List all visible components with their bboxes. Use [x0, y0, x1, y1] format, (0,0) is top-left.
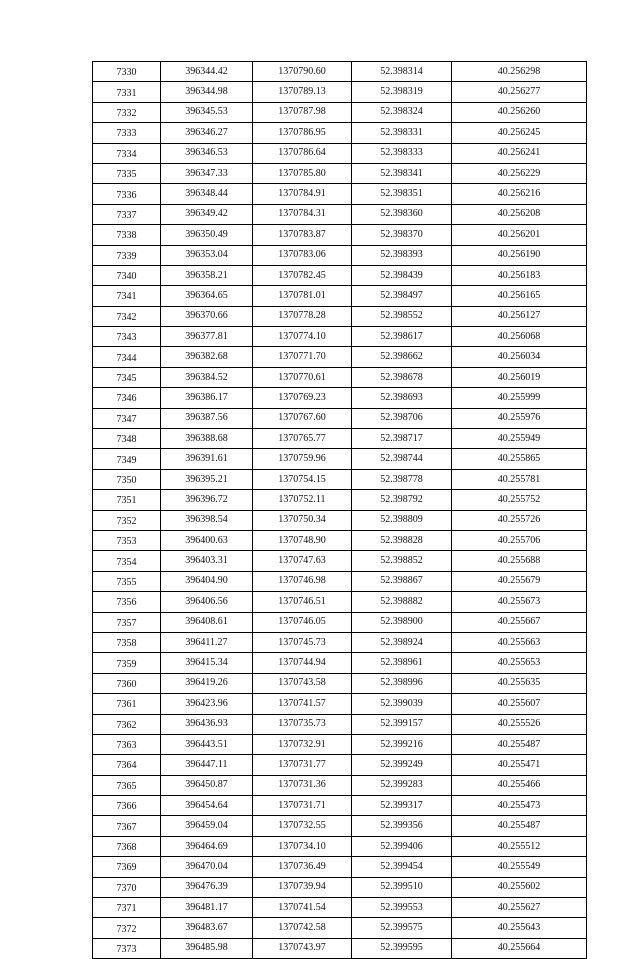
point-number-cell: 7356: [93, 592, 161, 612]
table-row: [93, 286, 587, 306]
table-row: [93, 62, 587, 82]
latitude-cell: 52.399575: [352, 918, 452, 938]
table-row: [93, 225, 587, 245]
point-number-cell: 7350: [93, 469, 161, 489]
x-coordinate-cell: 396347.33: [161, 163, 253, 183]
longitude-cell: 40.255949: [452, 429, 587, 449]
latitude-cell: 52.398961: [352, 653, 452, 673]
table-row: [93, 143, 587, 163]
latitude-cell: 52.398393: [352, 245, 452, 265]
longitude-cell: 40.255473: [452, 796, 587, 816]
longitude-cell: 40.256229: [452, 163, 587, 183]
longitude-cell: 40.256068: [452, 327, 587, 347]
point-number-cell: 7367: [93, 816, 161, 836]
x-coordinate-cell: 396403.31: [161, 551, 253, 571]
longitude-cell: 40.256190: [452, 245, 587, 265]
latitude-cell: 52.399406: [352, 836, 452, 856]
table-row: [93, 918, 587, 938]
x-coordinate-cell: 396415.34: [161, 653, 253, 673]
y-coordinate-cell: 1370731.36: [253, 775, 352, 795]
point-number-cell: 7341: [93, 286, 161, 306]
y-coordinate-cell: 1370781.01: [253, 286, 352, 306]
point-number-cell: 7334: [93, 143, 161, 163]
point-number-cell: 7357: [93, 612, 161, 632]
table-row: [93, 592, 587, 612]
point-number-cell: 7369: [93, 857, 161, 877]
longitude-cell: 40.255487: [452, 816, 587, 836]
table-row: [93, 857, 587, 877]
latitude-cell: 52.399510: [352, 877, 452, 897]
table-row: [93, 653, 587, 673]
longitude-cell: 40.256034: [452, 347, 587, 367]
table-row: [93, 877, 587, 897]
table-row: [93, 694, 587, 714]
longitude-cell: 40.256298: [452, 62, 587, 82]
longitude-cell: 40.255512: [452, 836, 587, 856]
latitude-cell: 52.399039: [352, 694, 452, 714]
y-coordinate-cell: 1370746.51: [253, 592, 352, 612]
point-number-cell: 7342: [93, 306, 161, 326]
y-coordinate-cell: 1370789.13: [253, 82, 352, 102]
table-row: [93, 408, 587, 428]
x-coordinate-cell: 396358.21: [161, 265, 253, 285]
longitude-cell: 40.256216: [452, 184, 587, 204]
table-row: [93, 612, 587, 632]
x-coordinate-cell: 396464.69: [161, 836, 253, 856]
y-coordinate-cell: 1370774.10: [253, 327, 352, 347]
y-coordinate-cell: 1370743.58: [253, 673, 352, 693]
table-row: [93, 327, 587, 347]
table-row: [93, 510, 587, 530]
table-row: [93, 775, 587, 795]
longitude-cell: 40.256019: [452, 367, 587, 387]
latitude-cell: 52.399157: [352, 714, 452, 734]
longitude-cell: 40.255607: [452, 694, 587, 714]
latitude-cell: 52.399553: [352, 898, 452, 918]
latitude-cell: 52.398744: [352, 449, 452, 469]
y-coordinate-cell: 1370782.45: [253, 265, 352, 285]
coordinates-table-body: [93, 62, 587, 959]
longitude-cell: 40.255549: [452, 857, 587, 877]
longitude-cell: 40.255688: [452, 551, 587, 571]
x-coordinate-cell: 396481.17: [161, 898, 253, 918]
y-coordinate-cell: 1370785.80: [253, 163, 352, 183]
longitude-cell: 40.256277: [452, 82, 587, 102]
table-row: [93, 388, 587, 408]
table-row: [93, 367, 587, 387]
y-coordinate-cell: 1370731.71: [253, 796, 352, 816]
longitude-cell: 40.255667: [452, 612, 587, 632]
longitude-cell: 40.255663: [452, 632, 587, 652]
x-coordinate-cell: 396447.11: [161, 755, 253, 775]
y-coordinate-cell: 1370783.06: [253, 245, 352, 265]
latitude-cell: 52.398324: [352, 102, 452, 122]
latitude-cell: 52.399356: [352, 816, 452, 836]
latitude-cell: 52.398341: [352, 163, 452, 183]
longitude-cell: 40.256165: [452, 286, 587, 306]
longitude-cell: 40.255781: [452, 469, 587, 489]
x-coordinate-cell: 396386.17: [161, 388, 253, 408]
longitude-cell: 40.255706: [452, 530, 587, 550]
point-number-cell: 7368: [93, 836, 161, 856]
longitude-cell: 40.255752: [452, 490, 587, 510]
y-coordinate-cell: 1370741.54: [253, 898, 352, 918]
x-coordinate-cell: 396408.61: [161, 612, 253, 632]
table-row: [93, 204, 587, 224]
table-row: [93, 306, 587, 326]
point-number-cell: 7346: [93, 388, 161, 408]
point-number-cell: 7330: [93, 62, 161, 82]
point-number-cell: 7337: [93, 204, 161, 224]
y-coordinate-cell: 1370771.70: [253, 347, 352, 367]
latitude-cell: 52.398314: [352, 62, 452, 82]
point-number-cell: 7352: [93, 510, 161, 530]
longitude-cell: 40.255466: [452, 775, 587, 795]
latitude-cell: 52.399317: [352, 796, 452, 816]
longitude-cell: 40.255865: [452, 449, 587, 469]
latitude-cell: 52.398809: [352, 510, 452, 530]
x-coordinate-cell: 396404.90: [161, 571, 253, 591]
table-row: [93, 163, 587, 183]
point-number-cell: 7344: [93, 347, 161, 367]
point-number-cell: 7332: [93, 102, 161, 122]
point-number-cell: 7343: [93, 327, 161, 347]
table-row: [93, 836, 587, 856]
x-coordinate-cell: 396345.53: [161, 102, 253, 122]
table-row: [93, 123, 587, 143]
point-number-cell: 7351: [93, 490, 161, 510]
longitude-cell: 40.255976: [452, 408, 587, 428]
y-coordinate-cell: 1370784.91: [253, 184, 352, 204]
y-coordinate-cell: 1370732.55: [253, 816, 352, 836]
table-row: [93, 938, 587, 958]
latitude-cell: 52.399249: [352, 755, 452, 775]
point-number-cell: 7336: [93, 184, 161, 204]
longitude-cell: 40.255635: [452, 673, 587, 693]
x-coordinate-cell: 396485.98: [161, 938, 253, 958]
y-coordinate-cell: 1370787.98: [253, 102, 352, 122]
table-row: [93, 530, 587, 550]
longitude-cell: 40.255999: [452, 388, 587, 408]
x-coordinate-cell: 396443.51: [161, 734, 253, 754]
table-row: [93, 82, 587, 102]
x-coordinate-cell: 396454.64: [161, 796, 253, 816]
table-row: [93, 469, 587, 489]
table-row: [93, 714, 587, 734]
y-coordinate-cell: 1370748.90: [253, 530, 352, 550]
latitude-cell: 52.398333: [352, 143, 452, 163]
longitude-cell: 40.255653: [452, 653, 587, 673]
y-coordinate-cell: 1370743.97: [253, 938, 352, 958]
latitude-cell: 52.398693: [352, 388, 452, 408]
point-number-cell: 7333: [93, 123, 161, 143]
longitude-cell: 40.255627: [452, 898, 587, 918]
point-number-cell: 7355: [93, 571, 161, 591]
x-coordinate-cell: 396344.98: [161, 82, 253, 102]
table-row: [93, 490, 587, 510]
y-coordinate-cell: 1370769.23: [253, 388, 352, 408]
point-number-cell: 7358: [93, 632, 161, 652]
latitude-cell: 52.398617: [352, 327, 452, 347]
x-coordinate-cell: 396450.87: [161, 775, 253, 795]
point-number-cell: 7363: [93, 734, 161, 754]
x-coordinate-cell: 396344.42: [161, 62, 253, 82]
point-number-cell: 7364: [93, 755, 161, 775]
latitude-cell: 52.398439: [352, 265, 452, 285]
x-coordinate-cell: 396349.42: [161, 204, 253, 224]
latitude-cell: 52.398351: [352, 184, 452, 204]
x-coordinate-cell: 396483.67: [161, 918, 253, 938]
point-number-cell: 7340: [93, 265, 161, 285]
coordinates-table: [92, 61, 587, 959]
longitude-cell: 40.255487: [452, 734, 587, 754]
latitude-cell: 52.398900: [352, 612, 452, 632]
point-number-cell: 7372: [93, 918, 161, 938]
longitude-cell: 40.255643: [452, 918, 587, 938]
y-coordinate-cell: 1370784.31: [253, 204, 352, 224]
point-number-cell: 7338: [93, 225, 161, 245]
y-coordinate-cell: 1370750.34: [253, 510, 352, 530]
point-number-cell: 7371: [93, 898, 161, 918]
x-coordinate-cell: 396370.66: [161, 306, 253, 326]
point-number-cell: 7354: [93, 551, 161, 571]
latitude-cell: 52.398852: [352, 551, 452, 571]
y-coordinate-cell: 1370742.58: [253, 918, 352, 938]
longitude-cell: 40.255679: [452, 571, 587, 591]
x-coordinate-cell: 396346.27: [161, 123, 253, 143]
y-coordinate-cell: 1370731.77: [253, 755, 352, 775]
y-coordinate-cell: 1370739.94: [253, 877, 352, 897]
longitude-cell: 40.255673: [452, 592, 587, 612]
latitude-cell: 52.398924: [352, 632, 452, 652]
point-number-cell: 7348: [93, 429, 161, 449]
table-row: [93, 898, 587, 918]
point-number-cell: 7370: [93, 877, 161, 897]
x-coordinate-cell: 396364.65: [161, 286, 253, 306]
x-coordinate-cell: 396348.44: [161, 184, 253, 204]
longitude-cell: 40.256127: [452, 306, 587, 326]
point-number-cell: 7349: [93, 449, 161, 469]
latitude-cell: 52.398706: [352, 408, 452, 428]
longitude-cell: 40.256208: [452, 204, 587, 224]
table-row: [93, 429, 587, 449]
y-coordinate-cell: 1370752.11: [253, 490, 352, 510]
table-row: [93, 551, 587, 571]
latitude-cell: 52.398717: [352, 429, 452, 449]
x-coordinate-cell: 396377.81: [161, 327, 253, 347]
y-coordinate-cell: 1370745.73: [253, 632, 352, 652]
longitude-cell: 40.255726: [452, 510, 587, 530]
latitude-cell: 52.398792: [352, 490, 452, 510]
x-coordinate-cell: 396391.61: [161, 449, 253, 469]
x-coordinate-cell: 396388.68: [161, 429, 253, 449]
table-row: [93, 347, 587, 367]
y-coordinate-cell: 1370786.64: [253, 143, 352, 163]
y-coordinate-cell: 1370783.87: [253, 225, 352, 245]
latitude-cell: 52.398867: [352, 571, 452, 591]
latitude-cell: 52.398778: [352, 469, 452, 489]
longitude-cell: 40.256201: [452, 225, 587, 245]
x-coordinate-cell: 396398.54: [161, 510, 253, 530]
x-coordinate-cell: 396387.56: [161, 408, 253, 428]
x-coordinate-cell: 396382.68: [161, 347, 253, 367]
point-number-cell: 7373: [93, 938, 161, 958]
y-coordinate-cell: 1370736.49: [253, 857, 352, 877]
table-row: [93, 755, 587, 775]
table-row: [93, 265, 587, 285]
point-number-cell: 7339: [93, 245, 161, 265]
table-row: [93, 102, 587, 122]
latitude-cell: 52.399283: [352, 775, 452, 795]
table-row: [93, 816, 587, 836]
y-coordinate-cell: 1370741.57: [253, 694, 352, 714]
longitude-cell: 40.255471: [452, 755, 587, 775]
latitude-cell: 52.398678: [352, 367, 452, 387]
longitude-cell: 40.255602: [452, 877, 587, 897]
y-coordinate-cell: 1370765.77: [253, 429, 352, 449]
table-row: [93, 796, 587, 816]
point-number-cell: 7335: [93, 163, 161, 183]
y-coordinate-cell: 1370744.94: [253, 653, 352, 673]
x-coordinate-cell: 396419.26: [161, 673, 253, 693]
y-coordinate-cell: 1370770.61: [253, 367, 352, 387]
table-row: [93, 449, 587, 469]
x-coordinate-cell: 396470.04: [161, 857, 253, 877]
latitude-cell: 52.398331: [352, 123, 452, 143]
y-coordinate-cell: 1370746.98: [253, 571, 352, 591]
point-number-cell: 7347: [93, 408, 161, 428]
latitude-cell: 52.398497: [352, 286, 452, 306]
y-coordinate-cell: 1370790.60: [253, 62, 352, 82]
x-coordinate-cell: 396423.96: [161, 694, 253, 714]
x-coordinate-cell: 396350.49: [161, 225, 253, 245]
x-coordinate-cell: 396459.04: [161, 816, 253, 836]
latitude-cell: 52.398319: [352, 82, 452, 102]
y-coordinate-cell: 1370759.96: [253, 449, 352, 469]
y-coordinate-cell: 1370732.91: [253, 734, 352, 754]
longitude-cell: 40.255526: [452, 714, 587, 734]
table-row: [93, 632, 587, 652]
point-number-cell: 7366: [93, 796, 161, 816]
y-coordinate-cell: 1370734.10: [253, 836, 352, 856]
y-coordinate-cell: 1370767.60: [253, 408, 352, 428]
point-number-cell: 7345: [93, 367, 161, 387]
latitude-cell: 52.398662: [352, 347, 452, 367]
table-row: [93, 184, 587, 204]
table-row: [93, 245, 587, 265]
x-coordinate-cell: 396476.39: [161, 877, 253, 897]
y-coordinate-cell: 1370747.63: [253, 551, 352, 571]
longitude-cell: 40.256245: [452, 123, 587, 143]
point-number-cell: 7365: [93, 775, 161, 795]
x-coordinate-cell: 396346.53: [161, 143, 253, 163]
longitude-cell: 40.256241: [452, 143, 587, 163]
x-coordinate-cell: 396406.56: [161, 592, 253, 612]
latitude-cell: 52.398996: [352, 673, 452, 693]
x-coordinate-cell: 396400.63: [161, 530, 253, 550]
table-row: [93, 734, 587, 754]
x-coordinate-cell: 396411.27: [161, 632, 253, 652]
latitude-cell: 52.399595: [352, 938, 452, 958]
y-coordinate-cell: 1370746.05: [253, 612, 352, 632]
x-coordinate-cell: 396384.52: [161, 367, 253, 387]
point-number-cell: 7362: [93, 714, 161, 734]
latitude-cell: 52.398552: [352, 306, 452, 326]
latitude-cell: 52.398828: [352, 530, 452, 550]
y-coordinate-cell: 1370778.28: [253, 306, 352, 326]
longitude-cell: 40.256183: [452, 265, 587, 285]
point-number-cell: 7353: [93, 530, 161, 550]
longitude-cell: 40.255664: [452, 938, 587, 958]
point-number-cell: 7360: [93, 673, 161, 693]
point-number-cell: 7361: [93, 694, 161, 714]
latitude-cell: 52.398360: [352, 204, 452, 224]
y-coordinate-cell: 1370786.95: [253, 123, 352, 143]
x-coordinate-cell: 396353.04: [161, 245, 253, 265]
x-coordinate-cell: 396436.93: [161, 714, 253, 734]
table-row: [93, 571, 587, 591]
x-coordinate-cell: 396396.72: [161, 490, 253, 510]
latitude-cell: 52.398882: [352, 592, 452, 612]
y-coordinate-cell: 1370754.15: [253, 469, 352, 489]
point-number-cell: 7359: [93, 653, 161, 673]
latitude-cell: 52.399454: [352, 857, 452, 877]
table-row: [93, 673, 587, 693]
x-coordinate-cell: 396395.21: [161, 469, 253, 489]
latitude-cell: 52.399216: [352, 734, 452, 754]
y-coordinate-cell: 1370735.73: [253, 714, 352, 734]
longitude-cell: 40.256260: [452, 102, 587, 122]
point-number-cell: 7331: [93, 82, 161, 102]
latitude-cell: 52.398370: [352, 225, 452, 245]
